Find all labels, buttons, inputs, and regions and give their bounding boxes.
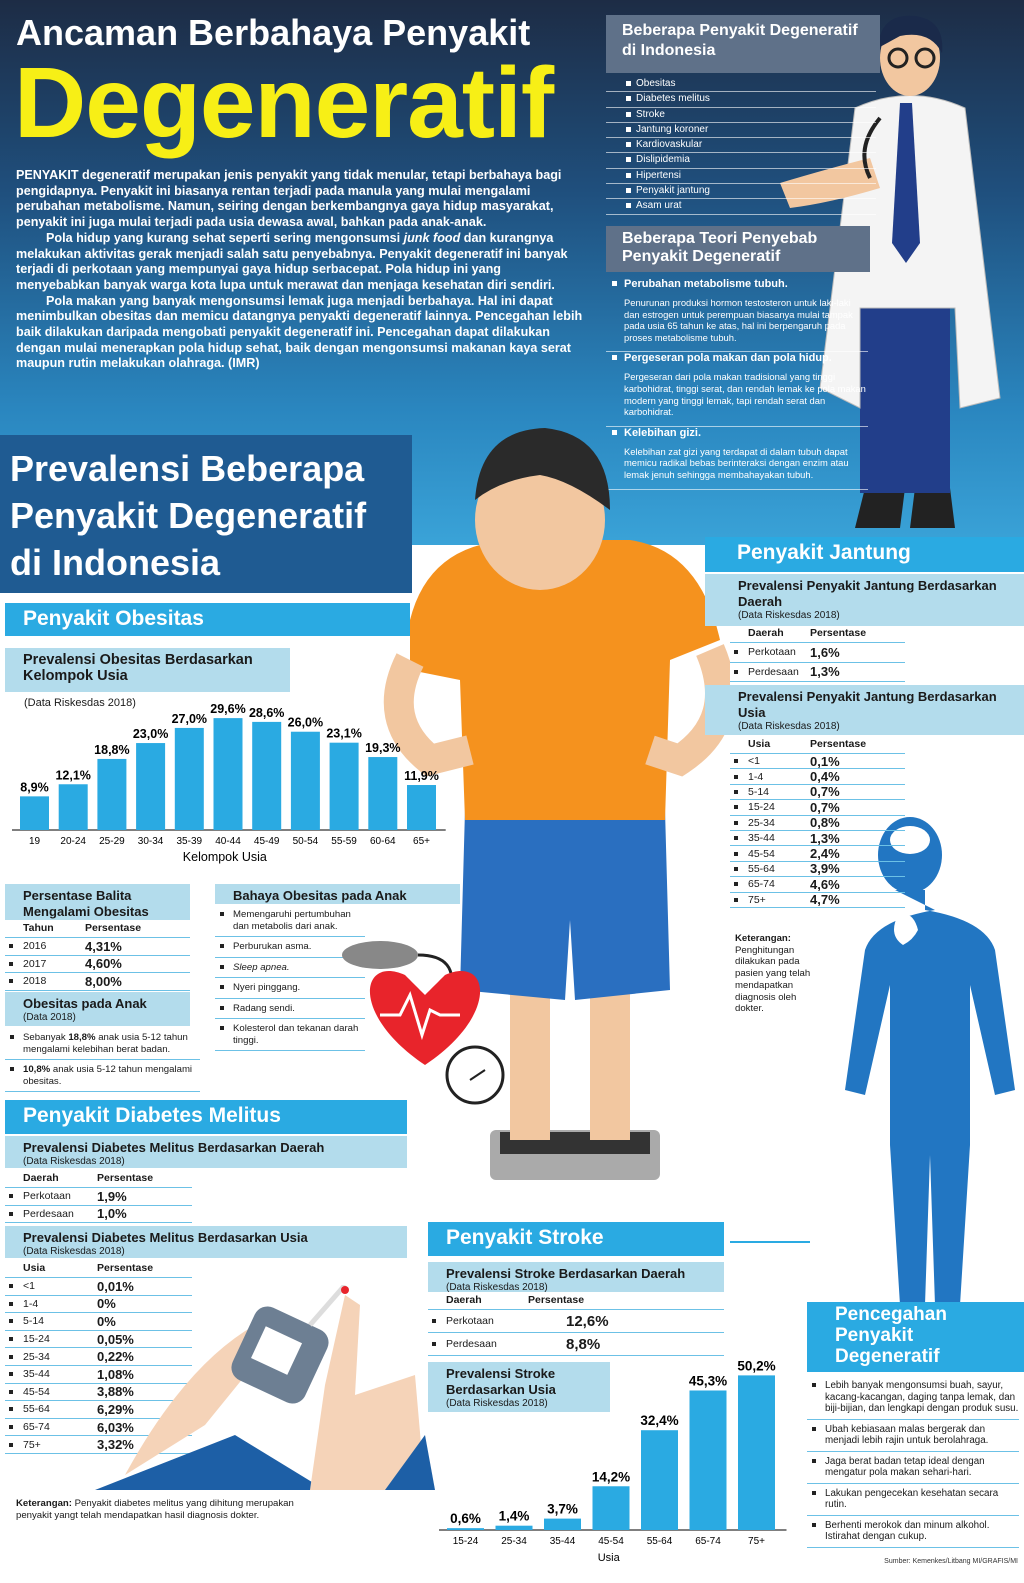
- row-value: 4,6%: [810, 876, 840, 892]
- row-label: 1-4: [730, 771, 810, 783]
- stroke-header: Penyakit Stroke: [428, 1222, 724, 1256]
- intro-text-span: Pola hidup yang kurang sehat seperti sering mengonsumsi: [46, 230, 404, 245]
- title-line2: Degeneratif: [14, 47, 554, 159]
- row-value: 0,01%: [97, 1278, 134, 1294]
- intro-italic: junk food: [403, 230, 461, 245]
- heart-age-heading: Prevalensi Penyakit Jantung Berdasarkan Usia: [738, 689, 997, 720]
- row-value: 12,6%: [566, 1312, 609, 1330]
- danger-item: Perburukan asma.: [215, 937, 365, 958]
- item-highlight: 10,8%: [23, 1064, 51, 1075]
- intro-paragraph-2: [16, 231, 588, 294]
- table-row: [730, 643, 905, 663]
- theories-title: Beberapa Teori Penyebab Penyakit Degeneratif: [606, 226, 870, 272]
- prevalence-title: Prevalensi Beberapa Penyakit Degeneratif di Indonesia: [0, 435, 412, 593]
- heart-note: [735, 933, 820, 1015]
- bar: [407, 785, 436, 830]
- bar-label: 45,3%: [688, 1373, 728, 1389]
- theory-heading: Kelebihan gizi.: [606, 427, 868, 439]
- danger-item: Memengaruhi pertumbuhan dan metabolis dari anak.: [215, 905, 365, 937]
- row-label: 5-14: [730, 786, 810, 798]
- prevention-item: Jaga berat badan tetap ideal dengan mengatur pola makan sehari-hari.: [807, 1452, 1019, 1484]
- row-label: 35-44: [730, 832, 810, 844]
- connector-line: [730, 1241, 810, 1243]
- row-value: 6,29%: [97, 1401, 134, 1417]
- bar-label: 14,2%: [591, 1469, 631, 1485]
- row-value: 0%: [97, 1313, 116, 1329]
- row-label: 1-4: [5, 1298, 97, 1310]
- row-label: Perkotaan: [5, 1190, 97, 1202]
- table-header: [5, 1262, 192, 1278]
- x-tick-label: 55-59: [331, 836, 357, 847]
- bar-label: 18,8%: [94, 742, 130, 757]
- prevention-list: [807, 1376, 1019, 1548]
- row-label: 65-74: [730, 878, 810, 890]
- prevention-item: Ubah kebiasaan malas bergerak dan menjadi lebih rajin untuk berolahraga.: [807, 1420, 1019, 1452]
- table-row: [730, 893, 905, 908]
- disease-item: Jantung koroner: [606, 123, 876, 138]
- bar-label: 23,1%: [326, 726, 362, 741]
- row-label: 35-44: [5, 1368, 97, 1380]
- bar-label: 29,6%: [210, 702, 246, 717]
- x-tick-label: 45-54: [598, 1536, 624, 1547]
- table-row: [730, 754, 905, 769]
- row-value: 0,8%: [810, 815, 840, 831]
- table-header: [5, 1172, 192, 1188]
- heart-note-title: Keterangan:: [735, 933, 791, 944]
- row-value: 8,8%: [566, 1335, 601, 1353]
- item-text: Sebanyak: [23, 1032, 69, 1043]
- bar-label: 1,4%: [498, 1508, 530, 1524]
- table-row: [730, 877, 905, 892]
- row-label: Perkotaan: [428, 1315, 528, 1327]
- stroke-region-source: (Data Riskesdas 2018): [446, 1282, 548, 1293]
- child-obesity-item: [5, 1060, 200, 1092]
- x-axis-title: Kelompok Usia: [182, 850, 267, 864]
- bar: [175, 728, 204, 830]
- row-label: 25-34: [5, 1351, 97, 1363]
- disease-item: Kardiovaskular: [606, 138, 876, 153]
- diabetes-header: Penyakit Diabetes Melitus: [5, 1100, 407, 1134]
- x-tick-label: 30-34: [137, 836, 164, 847]
- heart-region-source: (Data Riskesdas 2018): [738, 610, 840, 621]
- x-tick-label: 45-49: [253, 836, 280, 847]
- stroke-age-source: (Data Riskesdas 2018): [446, 1398, 548, 1409]
- disease-item: Diabetes melitus: [606, 92, 876, 107]
- row-value: 1,6%: [810, 644, 840, 660]
- row-label: 55-64: [5, 1403, 97, 1415]
- disease-item: Asam urat: [606, 199, 876, 214]
- table-row: [5, 1206, 192, 1224]
- source-credit: Sumber: Kemenkes/Litbang MI/GRAFIS/MI: [884, 1558, 1018, 1565]
- row-value: 1,3%: [810, 664, 840, 680]
- bar: [368, 757, 397, 830]
- heart-age-table: [730, 738, 905, 908]
- bar: [214, 718, 243, 830]
- diabetes-note: [16, 1498, 316, 1521]
- bar: [690, 1390, 727, 1530]
- x-tick-label: 50-54: [292, 836, 319, 847]
- row-label: 25-34: [730, 817, 810, 829]
- row-label: 15-24: [5, 1333, 97, 1345]
- row-value: 0,05%: [97, 1331, 134, 1347]
- title-line1: Ancaman Berbahaya Penyakit: [16, 12, 531, 53]
- bar-label: 32,4%: [640, 1413, 679, 1429]
- row-value: 1,0%: [97, 1206, 127, 1222]
- row-value: 0,22%: [97, 1349, 134, 1365]
- child-obesity-list: [5, 1028, 200, 1092]
- row-label: 45-54: [730, 848, 810, 860]
- obesity-chart-source: (Data Riskesdas 2018): [24, 697, 136, 709]
- intro-paragraph-1: PENYAKIT degeneratif merupakan jenis penyakit yang tidak menular, tetapi berbahaya bagi pengidapnya. Penyakit ini biasanya rentan terjadi pada manula yang mulai mengalami perubahan metabolisme. Namun, seiring dengan berkembangnya gaya hidup masyarakat, penyakit ini juga mulai terjadi pada usia dewasa awal, bahkan pada anak-anak.: [16, 168, 562, 230]
- diabetes-region-heading: Prevalensi Diabetes Melitus Berdasarkan Daerah: [23, 1140, 325, 1155]
- table-row: [730, 831, 905, 846]
- row-label: Perdesaan: [5, 1208, 97, 1220]
- row-value: 4,60%: [85, 956, 122, 972]
- child-obesity-sub: (Data 2018): [23, 1012, 76, 1023]
- intro-text: [16, 168, 588, 372]
- table-row: [730, 846, 905, 861]
- danger-item: Nyeri pinggang.: [215, 978, 365, 999]
- row-label: 15-24: [730, 801, 810, 813]
- row-value: 6,03%: [97, 1419, 134, 1435]
- heart-region-title: [705, 574, 1024, 626]
- danger-title: Bahaya Obesitas pada Anak: [215, 884, 460, 904]
- x-tick-label: 25-34: [501, 1536, 527, 1547]
- obesity-header: Penyakit Obesitas: [5, 603, 410, 636]
- diabetes-age-source: (Data Riskesdas 2018): [23, 1246, 125, 1257]
- row-label: 2018: [5, 975, 85, 987]
- bar-label: 0,6%: [450, 1511, 481, 1527]
- heart-region-table: [730, 627, 905, 682]
- child-obesity-title: [5, 992, 190, 1026]
- x-axis-title: Usia: [597, 1552, 620, 1564]
- x-tick-label: 19: [28, 836, 41, 847]
- stroke-region-title: [428, 1262, 724, 1292]
- table-row: [5, 956, 190, 974]
- x-tick-label: 35-39: [176, 836, 203, 847]
- diabetes-region-table: [5, 1172, 192, 1223]
- diabetes-region-source: (Data Riskesdas 2018): [23, 1156, 125, 1167]
- bar: [97, 759, 126, 830]
- column-header: Persentase: [85, 922, 142, 934]
- bar-label: 27,0%: [171, 711, 208, 726]
- prevention-item: Lebih banyak mengonsumsi buah, sayur, kacang-kacangan, daging tanpa lemak, dan biji-bijian, dan lengkapi dengan produk susu.: [807, 1376, 1019, 1420]
- row-label: 2016: [5, 940, 85, 952]
- disease-item: Stroke: [606, 108, 876, 123]
- bar: [593, 1486, 630, 1530]
- balita-table: [5, 922, 190, 991]
- row-value: 0,4%: [810, 769, 840, 785]
- blood-pressure-heart-icon: [330, 935, 510, 1110]
- theory-heading: Pergeseran pola makan dan pola hidup.: [606, 352, 868, 364]
- stroke-chart: [430, 1350, 790, 1580]
- stroke-region-table: [428, 1294, 724, 1356]
- row-value: 0,7%: [810, 784, 840, 800]
- row-label: Perdesaan: [730, 666, 810, 678]
- column-header: Persentase: [97, 1172, 154, 1184]
- column-header: Daerah: [446, 1294, 482, 1306]
- theory-description: Pergeseran dari pola makan tradisional yang tinggi karbohidrat, tinggi serat, dan rendah lemak ke pola makan modern yang tinggi lemak, tapi rendah serat dan karbohidrat.: [606, 364, 868, 426]
- bar-label: 50,2%: [737, 1358, 776, 1374]
- row-label: 45-54: [5, 1386, 97, 1398]
- row-value: 0%: [97, 1296, 116, 1312]
- bar: [252, 722, 281, 830]
- bar-label: 23,0%: [132, 727, 169, 742]
- table-row: [5, 973, 190, 991]
- diabetes-age-heading: Prevalensi Diabetes Melitus Berdasarkan Usia: [23, 1230, 308, 1245]
- theory-heading: Perubahan metabolisme tubuh.: [606, 278, 868, 290]
- stroke-region-heading: Prevalensi Stroke Berdasarkan Daerah: [446, 1266, 686, 1281]
- x-tick-label: 55-64: [646, 1536, 673, 1547]
- heart-header: Penyakit Jantung: [705, 537, 1024, 572]
- table-header: [5, 922, 190, 938]
- bar: [136, 743, 165, 830]
- table-row: [5, 1188, 192, 1206]
- diabetes-age-title: [5, 1226, 407, 1258]
- obesity-chart: [0, 690, 450, 870]
- row-label: 55-64: [730, 863, 810, 875]
- table-row: [730, 800, 905, 815]
- bar: [738, 1375, 775, 1530]
- item-text: anak usia 5-12 tahun mengalami kelebihan berat badan.: [23, 1032, 188, 1055]
- obesity-chart-title: Prevalensi Obesitas Berdasarkan Kelompok Usia: [5, 648, 290, 692]
- x-tick-label: 15-24: [452, 1536, 479, 1547]
- bar-label: 3,7%: [547, 1501, 578, 1517]
- column-header: Daerah: [23, 1172, 59, 1184]
- column-header: Persentase: [810, 627, 867, 639]
- bar: [544, 1519, 581, 1530]
- disease-item: Dislipidemia: [606, 153, 876, 168]
- table-header: [730, 627, 905, 643]
- bar-label: 12,1%: [55, 768, 91, 783]
- bar-label: 8,9%: [20, 780, 49, 795]
- table-row: [5, 938, 190, 956]
- table-header: [730, 738, 905, 754]
- row-value: 8,00%: [85, 973, 122, 989]
- x-tick-label: 65+: [413, 836, 430, 847]
- diabetes-region-title: [5, 1136, 407, 1168]
- x-tick-label: 20-24: [60, 836, 86, 847]
- row-label: 75+: [5, 1439, 97, 1451]
- balita-title: Persentase Balita Mengalami Obesitas: [5, 884, 190, 920]
- bar-label: 19,3%: [365, 741, 401, 756]
- row-value: 0,7%: [810, 799, 840, 815]
- table-row: [730, 862, 905, 877]
- row-value: 3,9%: [810, 861, 840, 877]
- column-header: Daerah: [748, 627, 784, 639]
- item-text: anak usia 5-12 tahun mengalami obesitas.: [23, 1064, 193, 1087]
- x-tick-label: 60-64: [370, 836, 396, 847]
- row-label: 5-14: [5, 1315, 97, 1327]
- row-label: Perdesaan: [428, 1338, 528, 1350]
- row-value: 1,9%: [97, 1188, 127, 1204]
- bar: [59, 784, 88, 830]
- disease-item: Hipertensi: [606, 169, 876, 184]
- danger-item: Sleep apnea.: [215, 958, 365, 979]
- bar-label: 28,6%: [248, 705, 285, 720]
- table-row: [428, 1310, 724, 1333]
- row-value: 0,1%: [810, 753, 840, 769]
- table-row: [730, 663, 905, 683]
- intro-text-span: dan kurangnya melakukan aktivitas gerak menjadi salah satu penyebabnya. Penyakit degeneratif ini banyak terjadi di perkotaan yang mempunyai gaya hidup serbacepat. Pola hidup ini yang menyebabkan banyak warga kota lupa untuk merawat dan menjaga kesehatan diri sendiri.: [16, 230, 568, 292]
- prevention-header: Pencegahan Penyakit Degeneratif: [807, 1302, 1024, 1372]
- danger-item: Kolesterol dan tekanan darah tinggi.: [215, 1019, 365, 1051]
- row-label: Perkotaan: [730, 646, 810, 658]
- column-header: Persentase: [528, 1294, 585, 1306]
- table-header: [428, 1294, 724, 1310]
- bar: [291, 732, 320, 830]
- glucose-meter-hands-illustration: [95, 1285, 435, 1495]
- item-highlight: 18,8%: [68, 1032, 96, 1043]
- column-header: Persentase: [810, 738, 867, 750]
- x-tick-label: 40-44: [215, 836, 241, 847]
- child-obesity-heading: Obesitas pada Anak: [23, 996, 147, 1011]
- prevention-item: Lakukan pengecekan kesehatan secara rutin.: [807, 1484, 1019, 1516]
- child-obesity-item: [5, 1028, 200, 1060]
- table-row: [730, 816, 905, 831]
- column-header: Usia: [23, 1262, 46, 1274]
- stroke-age-heading: Prevalensi Stroke Berdasarkan Usia: [446, 1366, 556, 1397]
- x-tick-label: 25-29: [99, 836, 125, 847]
- disease-item: Penyakit jantung: [606, 184, 876, 199]
- row-value: 4,7%: [810, 892, 840, 908]
- prevention-item: Berhenti merokok dan minum alkohol. Istirahat dengan cukup.: [807, 1516, 1019, 1548]
- intro-paragraph-3: Pola makan yang banyak mengonsumsi lemak juga menjadi berbahaya. Hal ini dapat menimbulkan obesitas dan memicu datangnya penyakti degeneratif lainnya. Pencegahan lebih baik dilakukan daripada mengobati penyakit degeneratif ini. Pencegahan dapat dilakukan dengan mulai menerapkan pola hidup sehat, baik dengan mengonsumsi makanan kaya serat maupun rutin melakukan olahraga. (IMR): [16, 293, 583, 371]
- heart-note-text: Penghitungan dilakukan pada pasien yang telah mendapatkan diagnosis oleh dokter.: [735, 944, 811, 1015]
- bar: [641, 1430, 678, 1530]
- row-label: <1: [5, 1280, 97, 1292]
- row-value: 3,32%: [97, 1437, 134, 1453]
- table-row: [730, 785, 905, 800]
- bar: [447, 1528, 484, 1530]
- heart-age-source: (Data Riskesdas 2018): [738, 721, 840, 732]
- x-tick-label: 35-44: [549, 1536, 576, 1547]
- heart-region-heading: Prevalensi Penyakit Jantung Berdasarkan Daerah: [738, 578, 997, 609]
- row-value: 2,4%: [810, 846, 840, 862]
- x-tick-label: 75+: [748, 1536, 765, 1547]
- row-value: 3,88%: [97, 1384, 134, 1400]
- diseases-title: Beberapa Penyakit Degeneratif di Indonesia: [606, 15, 880, 73]
- x-tick-label: 65-74: [695, 1536, 721, 1547]
- diseases-list: [606, 77, 876, 215]
- row-label: <1: [730, 755, 810, 767]
- column-header: Persentase: [97, 1262, 154, 1274]
- bar: [496, 1526, 533, 1530]
- bar: [330, 743, 359, 830]
- diabetes-note-title: Keterangan:: [16, 1498, 72, 1509]
- column-header: Tahun: [23, 922, 54, 934]
- column-header: Usia: [748, 738, 771, 750]
- theory-description: Penurunan produksi hormon testosteron untuk laki-laki dan estrogen untuk perempuan biasanya mulai tampak pada usia 65 tahun ke atas, hal ini berpengaruh pada proses metabolisme tubuh.: [606, 290, 868, 352]
- row-value: 4,31%: [85, 938, 122, 954]
- bar-label: 11,9%: [404, 769, 439, 784]
- heart-age-title: [705, 685, 1024, 735]
- row-label: 75+: [730, 894, 810, 906]
- row-value: 1,3%: [810, 830, 840, 846]
- danger-item: Radang sendi.: [215, 999, 365, 1020]
- bar: [20, 796, 49, 830]
- row-value: 1,08%: [97, 1366, 134, 1382]
- theory-description: Kelebihan zat gizi yang terdapat di dalam tubuh dapat memicu radikal bebas berinteraksi dengan enzim atau lemak jenuh sehingga membahayakan tubuh.: [606, 439, 868, 490]
- diabetes-note-text: Penyakit diabetes melitus yang dihitung merupakan penyakit yangt telah mendapatkan hasil diagnosis dokter.: [16, 1498, 294, 1521]
- row-label: 65-74: [5, 1421, 97, 1433]
- disease-item: Obesitas: [606, 77, 876, 92]
- row-label: 2017: [5, 958, 85, 970]
- bar-label: 26,0%: [287, 715, 324, 730]
- table-row: [730, 769, 905, 784]
